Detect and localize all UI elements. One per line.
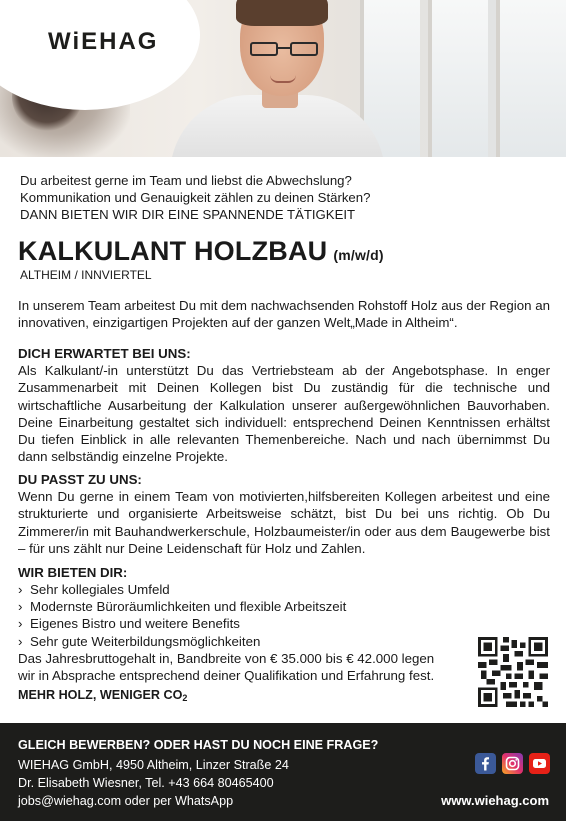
expect-paragraph: Als Kalkulant/-in unterstützt Du das Vertriebsteam ab der Angebotsphase. In enger Zusammenarbeit mit Deinen Kollegen bist Du zuständig für die technische und wirtschaftliche Ausarbeitung der Kalkulation unserer außergewöhnlichen Bauvorhaben. Deine Einarbeitung gestaltet sich individuell: entsprechend Deinen Kenntnissen erhältst Du tiefen Einblick in alle relevanten Themenbereiche. Nach und nach übernimmst Du dann selbständig einzelne Projekte. bbox=[18, 363, 550, 465]
hero-image bbox=[0, 0, 566, 157]
footer-contact[interactable]: Dr. Elisabeth Wiesner, Tel. +43 664 80465400 bbox=[18, 776, 274, 790]
motto-sub: 2 bbox=[182, 693, 188, 703]
qr-code-icon[interactable] bbox=[478, 637, 548, 707]
offer-heading: WIR BIETEN DIR: bbox=[18, 565, 128, 580]
fit-heading: DU PASST ZU UNS: bbox=[18, 472, 142, 487]
intro-line: Kommunikation und Genauigkeit zählen zu deinen Stärken? bbox=[20, 190, 371, 205]
youtube-icon[interactable] bbox=[529, 753, 550, 774]
salary-text bbox=[18, 650, 478, 684]
list-item: › Eigenes Bistro und weitere Benefits bbox=[18, 615, 478, 632]
job-gender: (m/w/d) bbox=[333, 247, 384, 263]
expect-heading: DICH ERWARTET BEI UNS: bbox=[18, 346, 191, 361]
hero-person-mouth bbox=[270, 75, 296, 83]
hero-person-glasses bbox=[250, 42, 320, 56]
hero-window bbox=[496, 0, 566, 157]
motto bbox=[18, 688, 187, 703]
salary-line: Das Jahresbruttogehalt in, Bandbreite von € 35.000 bis € 42.000 legen bbox=[18, 651, 435, 666]
hero-person-hair bbox=[236, 0, 328, 26]
wiehag-logo: WiEHAG bbox=[48, 28, 159, 55]
footer bbox=[0, 723, 566, 821]
footer-address: WIEHAG GmbH, 4950 Altheim, Linzer Straße 24 bbox=[18, 758, 289, 772]
intro-line: DANN BIETEN WIR DIR EINE SPANNENDE TÄTIGKEIT bbox=[20, 207, 356, 222]
website-link[interactable]: www.wiehag.com bbox=[441, 793, 549, 808]
salary-line: wir in Absprache entsprechend deiner Qualifikation und Erfahrung fest. bbox=[18, 668, 435, 683]
footer-cta: GLEICH BEWERBEN? ODER HAST DU NOCH EINE FRAGE? bbox=[18, 738, 379, 752]
job-location: ALTHEIM / INNVIERTEL bbox=[20, 268, 152, 282]
list-item: › Modernste Büroräumlichkeiten und flexible Arbeitszeit bbox=[18, 598, 478, 615]
list-item: › Sehr kollegiales Umfeld bbox=[18, 581, 478, 598]
hero-window bbox=[428, 0, 488, 157]
job-title-text: KALKULANT HOLZBAU bbox=[18, 236, 328, 266]
facebook-icon[interactable] bbox=[475, 753, 496, 774]
motto-text: MEHR HOLZ, WENIGER CO bbox=[18, 688, 183, 702]
instagram-icon[interactable] bbox=[502, 753, 523, 774]
list-item: › Sehr gute Weiterbildungsmöglichkeiten bbox=[18, 633, 478, 650]
job-title bbox=[18, 236, 384, 267]
intro-line: Du arbeitest gerne im Team und liebst die Abwechslung? bbox=[20, 173, 352, 188]
footer-email[interactable]: jobs@wiehag.com oder per WhatsApp bbox=[18, 794, 234, 808]
lead-paragraph: In unserem Team arbeitest Du mit dem nachwachsenden Rohstoff Holz aus der Region an innovativen, einzigartigen Projekten auf der ganzen Welt„Made in Altheim“. bbox=[18, 298, 550, 331]
fit-paragraph: Wenn Du gerne in einem Team von motivierten,hilfsbereiten Kollegen arbeitest und eine strukturierte und organisierte Arbeitsweise schätzt, bist Du bei uns richtig. Ob Du Zimmerer/in mit Bauhandwerkerschule, Holzbaumeister/in oder aus dem Baugewerbe bist – für uns zählt nur Deine Leidenschaft für Holz und Zahlen. bbox=[18, 489, 550, 556]
benefits-list bbox=[18, 581, 478, 650]
intro-block bbox=[20, 172, 550, 223]
